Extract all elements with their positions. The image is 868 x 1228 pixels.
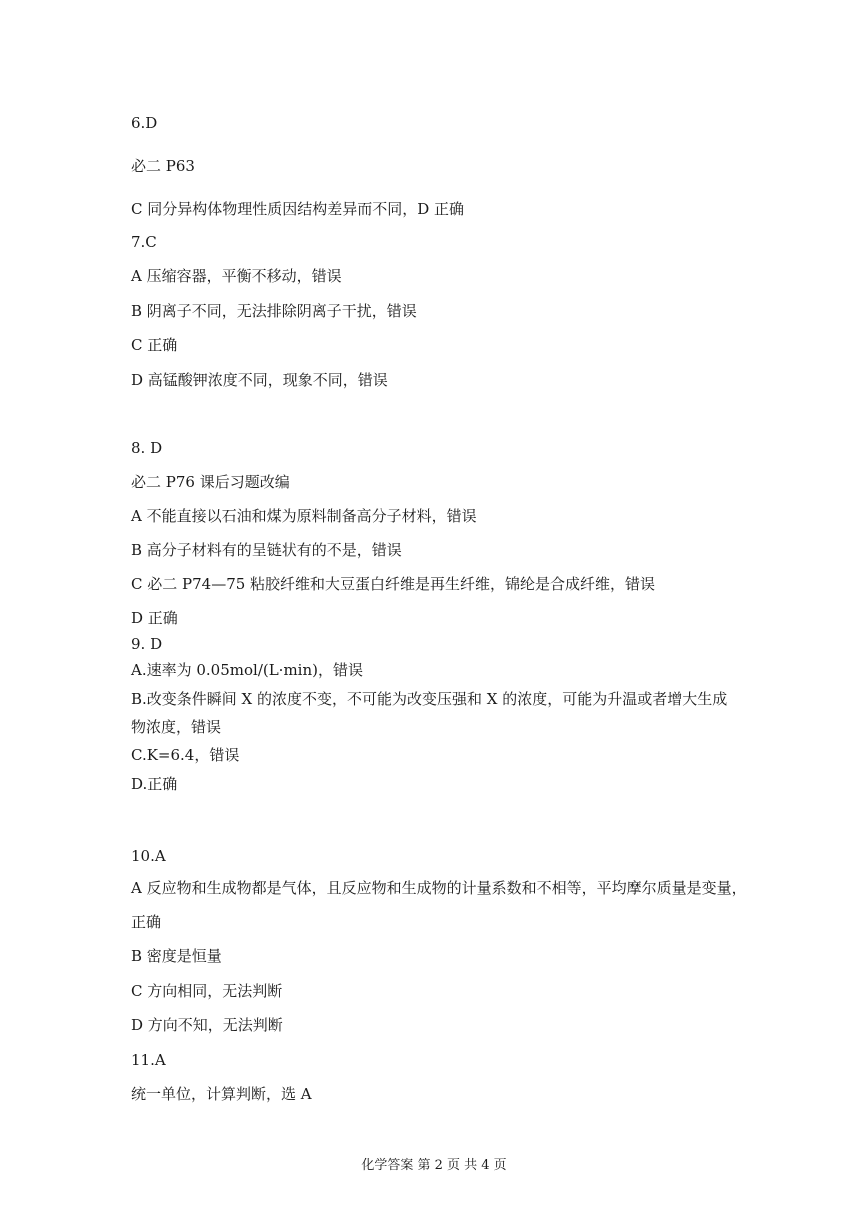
answer-7-option-d: D 高锰酸钾浓度不同，现象不同，错误 <box>131 371 388 389</box>
answer-8-heading: 8. D <box>131 439 163 457</box>
answer-6-explanation: C 同分异构体物理性质因结构差异而不同，D 正确 <box>131 200 465 218</box>
answer-10-option-a: A 反应物和生成物都是气体，且反应物和生成物的计量系数和不相等，平均摩尔质量是变量， <box>131 879 747 897</box>
answer-11-explanation: 统一单位，计算判断，选 A <box>131 1085 312 1103</box>
answer-6-reference: 必二 P63 <box>131 157 195 175</box>
answer-9-option-d: D.正确 <box>131 775 178 793</box>
answer-10-option-b: B 密度是恒量 <box>131 947 222 965</box>
answer-10-option-a-cont: 正确 <box>131 913 162 931</box>
page-footer: 化学答案 第 2 页 共 4 页 <box>361 1158 507 1173</box>
answer-11-heading: 11.A <box>131 1051 166 1069</box>
answer-7-option-c: C 正确 <box>131 336 178 354</box>
answer-9-option-c: C.K=6.4，错误 <box>131 746 240 764</box>
answer-7-heading: 7.C <box>131 233 157 251</box>
answer-10-heading: 10.A <box>131 847 166 865</box>
answer-8-option-b: B 高分子材料有的呈链状有的不是，错误 <box>131 541 402 559</box>
answer-9-heading: 9. D <box>131 635 163 653</box>
answer-9-option-b: B.改变条件瞬间 X 的浓度不变，不可能为改变压强和 X 的浓度，可能为升温或者增大生成 <box>131 690 728 708</box>
answer-10-option-d: D 方向不知，无法判断 <box>131 1016 283 1034</box>
answer-8-option-c: C 必二 P74—75 粘胶纤维和大豆蛋白纤维是再生纤维，锦纶是合成纤维，错误 <box>131 575 656 593</box>
answer-7-option-a: A 压缩容器，平衡不移动，错误 <box>131 267 342 285</box>
answer-7-option-b: B 阴离子不同，无法排除阴离子干扰，错误 <box>131 302 417 320</box>
answer-10-option-c: C 方向相同，无法判断 <box>131 982 283 1000</box>
answer-6-heading: 6.D <box>131 114 158 132</box>
answer-8-option-a: A 不能直接以石油和煤为原料制备高分子材料，错误 <box>131 507 477 525</box>
answer-8-option-d: D 正确 <box>131 609 178 627</box>
answer-9-option-a: A.速率为 0.05mol/(L·min)，错误 <box>131 661 363 679</box>
answer-8-reference: 必二 P76 课后习题改编 <box>131 473 290 491</box>
answer-9-option-b-cont: 物浓度，错误 <box>131 718 222 736</box>
